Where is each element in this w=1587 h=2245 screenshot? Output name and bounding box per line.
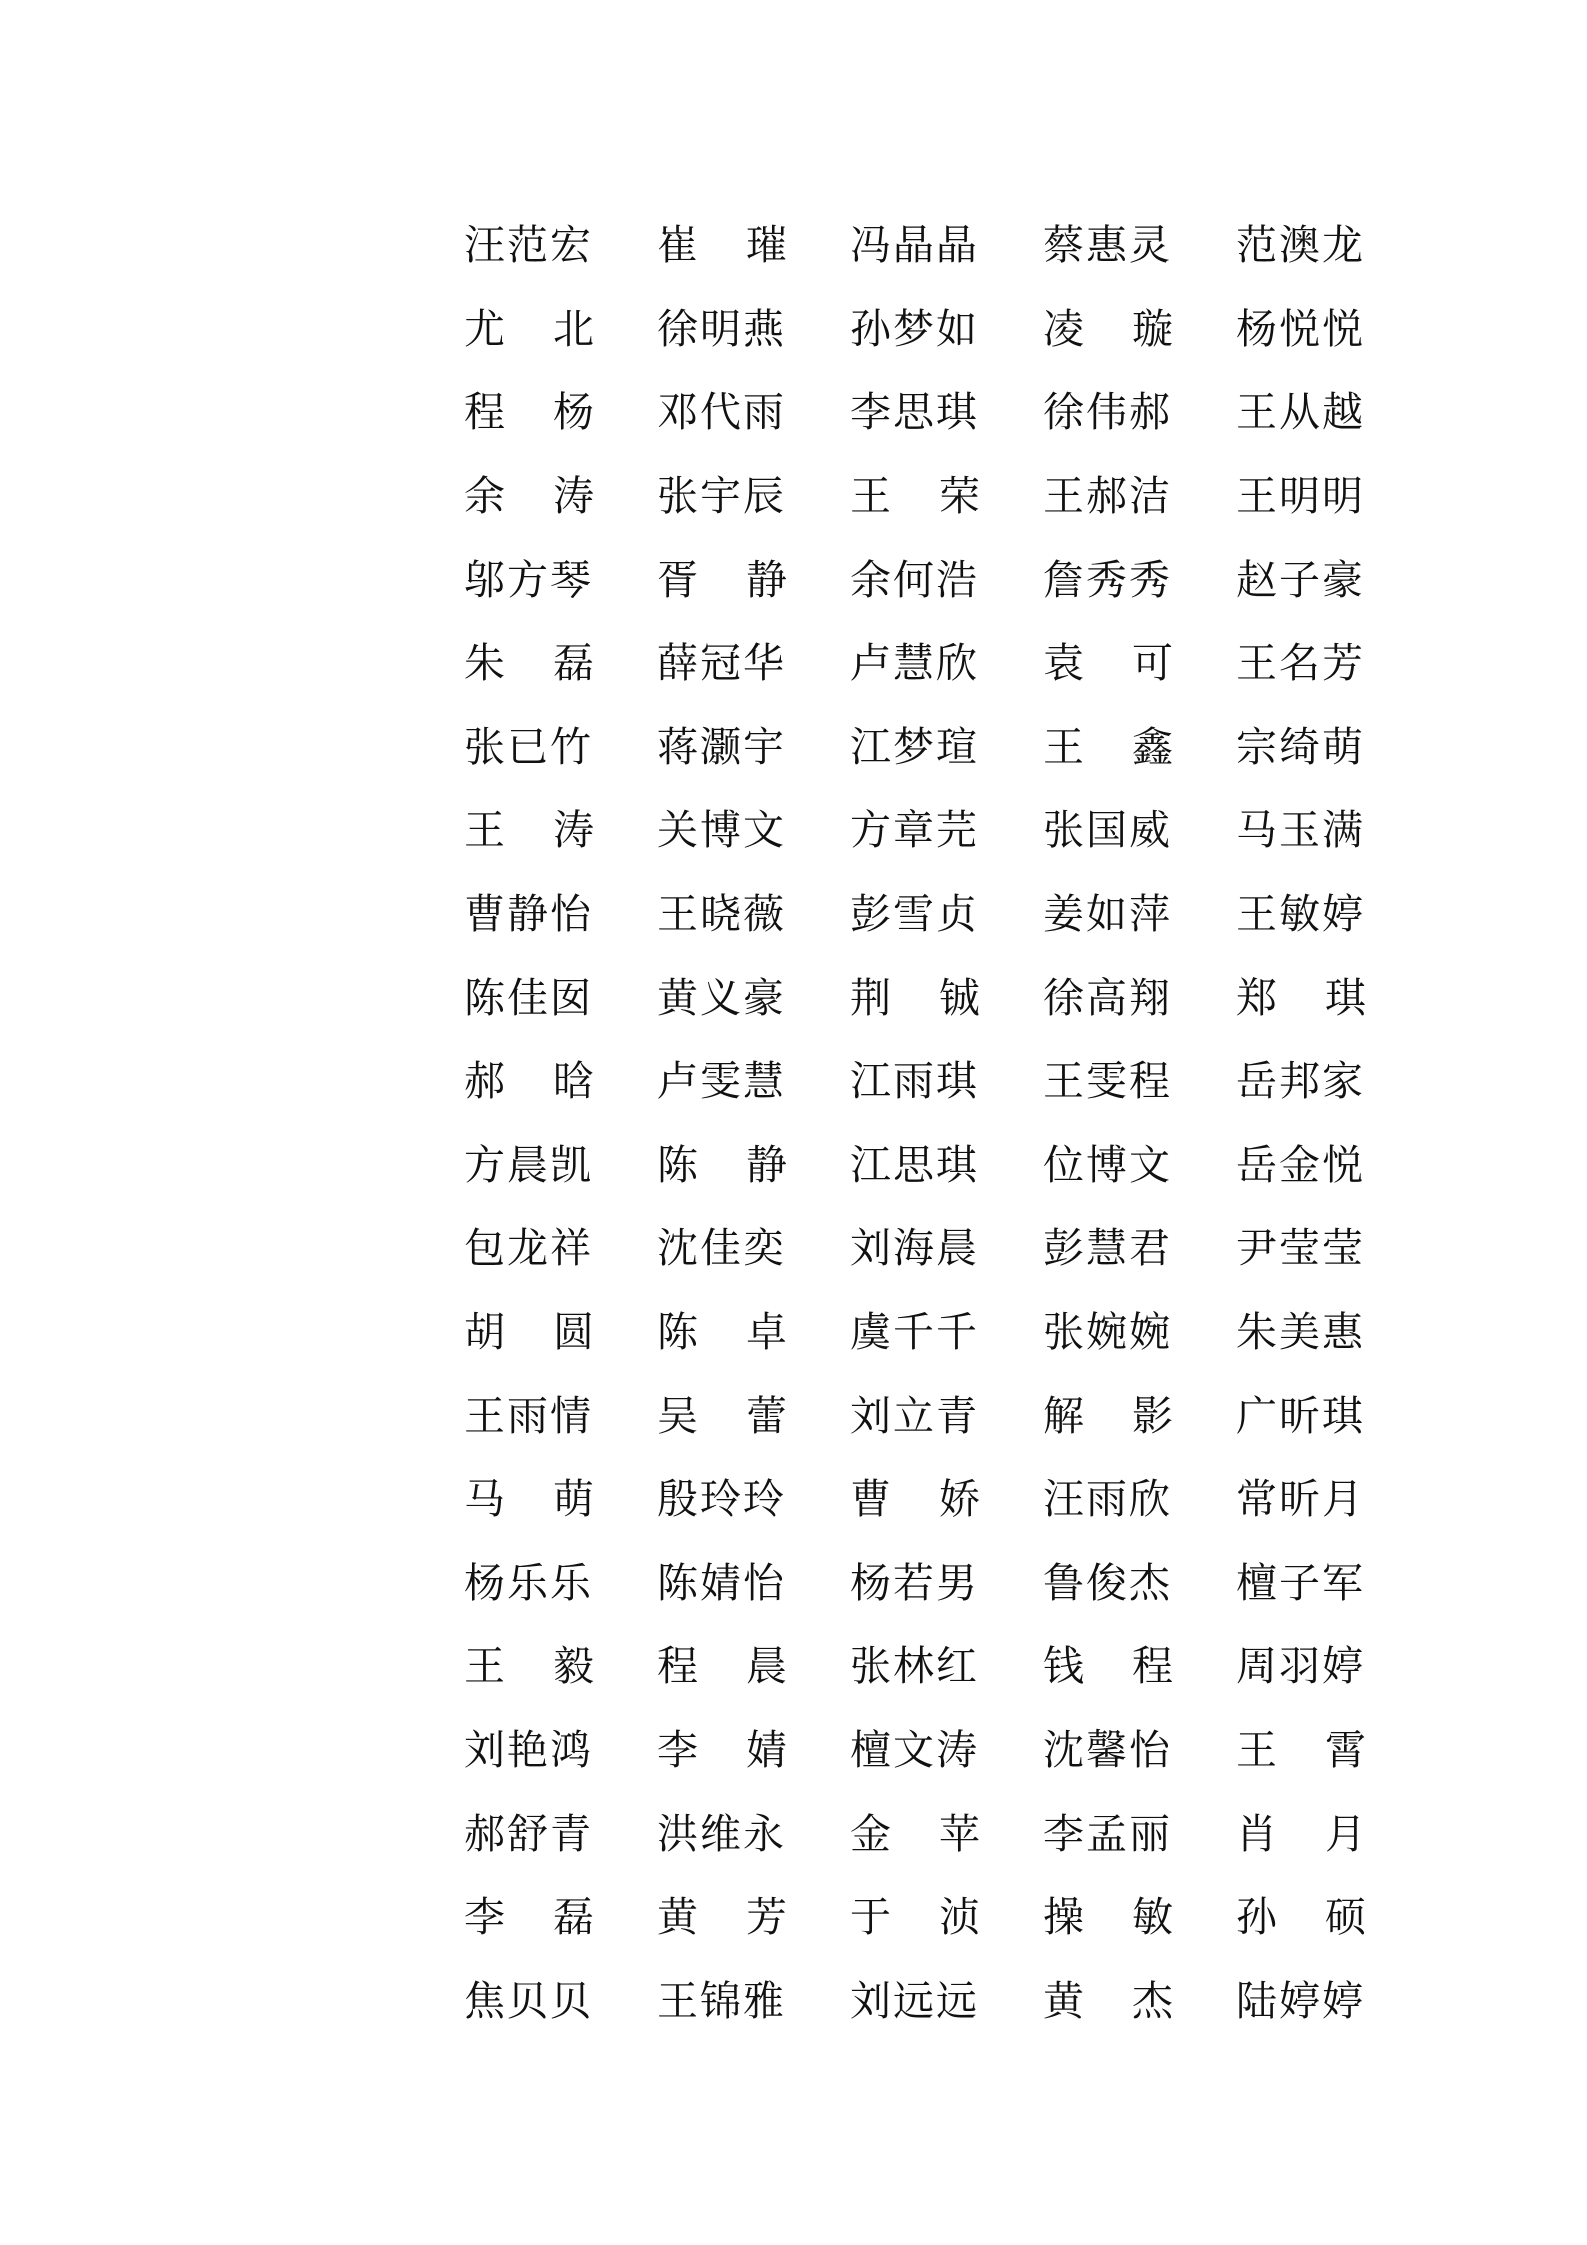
name-entry: 李思琪 xyxy=(850,388,979,437)
name-entry: 关博文 xyxy=(657,806,786,855)
name-entry: 岳邦家 xyxy=(1236,1057,1365,1106)
name-entry: 尹莹莹 xyxy=(1236,1224,1365,1273)
name-entry: 余 涛 xyxy=(464,472,594,521)
name-entry: 江思琪 xyxy=(850,1140,979,1189)
name-entry: 黄 杰 xyxy=(1043,1976,1173,2025)
name-entry: 王晓薇 xyxy=(657,890,786,939)
name-entry: 彭慧君 xyxy=(1043,1224,1172,1273)
name-entry: 宗绮萌 xyxy=(1236,722,1365,771)
name-entry: 陈婧怡 xyxy=(657,1558,786,1607)
name-entry: 方章芫 xyxy=(850,806,979,855)
name-entry: 刘远远 xyxy=(850,1976,979,2025)
name-entry: 郑 琪 xyxy=(1236,973,1366,1022)
name-entry: 金 苹 xyxy=(850,1809,980,1858)
name-entry: 位博文 xyxy=(1043,1140,1172,1189)
name-entry: 胡 圆 xyxy=(464,1308,594,1357)
name-entry: 吴 蕾 xyxy=(657,1391,787,1440)
name-entry: 钱 程 xyxy=(1043,1642,1173,1691)
name-entry: 江雨琪 xyxy=(850,1057,979,1106)
name-entry: 张国威 xyxy=(1043,806,1172,855)
name-entry: 朱 磊 xyxy=(464,639,594,688)
name-entry: 李 磊 xyxy=(464,1893,594,1942)
name-entry: 黄义豪 xyxy=(657,973,786,1022)
name-entry: 李 婧 xyxy=(657,1725,787,1774)
name-entry: 尤 北 xyxy=(464,304,594,353)
name-entry: 杨乐乐 xyxy=(464,1558,593,1607)
name-entry: 广昕琪 xyxy=(1236,1391,1365,1440)
name-entry: 王从越 xyxy=(1236,388,1365,437)
name-entry: 洪维永 xyxy=(657,1809,786,1858)
name-entry: 崔 璀 xyxy=(657,221,787,270)
name-entry: 王 毅 xyxy=(464,1642,594,1691)
name-entry: 邓代雨 xyxy=(657,388,786,437)
name-entry: 蔡惠灵 xyxy=(1043,221,1172,270)
name-entry: 杨悦悦 xyxy=(1236,304,1365,353)
name-entry: 荆 铖 xyxy=(850,973,980,1022)
name-entry: 刘海晨 xyxy=(850,1224,979,1273)
name-entry: 殷玲玲 xyxy=(657,1475,786,1524)
name-entry: 曹静怡 xyxy=(464,890,593,939)
name-entry: 檀文涛 xyxy=(850,1725,979,1774)
name-entry: 刘立青 xyxy=(850,1391,979,1440)
name-entry: 卢慧欣 xyxy=(850,639,979,688)
name-entry: 朱美惠 xyxy=(1236,1308,1365,1357)
name-entry: 郝 晗 xyxy=(464,1057,594,1106)
name-entry: 王名芳 xyxy=(1236,639,1365,688)
name-entry: 包龙祥 xyxy=(464,1224,593,1273)
name-entry: 姜如萍 xyxy=(1043,890,1172,939)
name-entry: 程 晨 xyxy=(657,1642,787,1691)
name-entry: 徐明燕 xyxy=(657,304,786,353)
name-entry: 陈 卓 xyxy=(657,1308,787,1357)
name-entry: 肖 月 xyxy=(1236,1809,1366,1858)
name-entry: 刘艳鸿 xyxy=(464,1725,593,1774)
name-entry: 张宇辰 xyxy=(657,472,786,521)
name-list xyxy=(464,204,1429,2043)
name-entry: 陆婷婷 xyxy=(1236,1976,1365,2025)
name-entry: 沈佳奕 xyxy=(657,1224,786,1273)
name-entry: 徐伟郝 xyxy=(1043,388,1172,437)
name-entry: 袁 可 xyxy=(1043,639,1173,688)
name-entry: 孙 硕 xyxy=(1236,1893,1366,1942)
name-entry: 汪范宏 xyxy=(464,221,593,270)
name-entry: 王锦雅 xyxy=(657,1976,786,2025)
name-entry: 解 影 xyxy=(1043,1391,1173,1440)
name-entry: 凌 璇 xyxy=(1043,304,1173,353)
name-entry: 冯晶晶 xyxy=(850,221,979,270)
name-entry: 王敏婷 xyxy=(1236,890,1365,939)
name-entry: 王明明 xyxy=(1236,472,1365,521)
name-entry: 王雨情 xyxy=(464,1391,593,1440)
name-entry: 操 敏 xyxy=(1043,1893,1173,1942)
name-entry: 杨若男 xyxy=(850,1558,979,1607)
name-entry: 赵子豪 xyxy=(1236,555,1365,604)
name-entry: 徐高翔 xyxy=(1043,973,1172,1022)
name-entry: 黄 芳 xyxy=(657,1893,787,1942)
name-entry: 范澳龙 xyxy=(1236,221,1365,270)
name-entry: 李孟丽 xyxy=(1043,1809,1172,1858)
name-entry: 薛冠华 xyxy=(657,639,786,688)
name-entry: 虞千千 xyxy=(850,1308,979,1357)
name-entry: 王郝洁 xyxy=(1043,472,1172,521)
name-entry: 程 杨 xyxy=(464,388,594,437)
name-entry: 张婉婉 xyxy=(1043,1308,1172,1357)
name-entry: 胥 静 xyxy=(657,555,787,604)
name-entry: 沈馨怡 xyxy=(1043,1725,1172,1774)
name-entry: 陈 静 xyxy=(657,1140,787,1189)
name-entry: 岳金悦 xyxy=(1236,1140,1365,1189)
name-entry: 汪雨欣 xyxy=(1043,1475,1172,1524)
name-entry: 马玉满 xyxy=(1236,806,1365,855)
name-entry: 邬方琴 xyxy=(464,555,593,604)
name-entry: 方晨凯 xyxy=(464,1140,593,1189)
name-entry: 檀子军 xyxy=(1236,1558,1365,1607)
name-entry: 王 鑫 xyxy=(1043,722,1173,771)
name-entry: 于 浈 xyxy=(850,1893,980,1942)
name-entry: 王 荣 xyxy=(850,472,980,521)
name-entry: 陈佳囡 xyxy=(464,973,593,1022)
name-entry: 孙梦如 xyxy=(850,304,979,353)
name-entry: 张林红 xyxy=(850,1642,979,1691)
name-entry: 鲁俊杰 xyxy=(1043,1558,1172,1607)
name-entry: 焦贝贝 xyxy=(464,1976,593,2025)
name-entry: 蒋灏宇 xyxy=(657,722,786,771)
name-entry: 郝舒青 xyxy=(464,1809,593,1858)
name-entry: 周羽婷 xyxy=(1236,1642,1365,1691)
name-entry: 马 萌 xyxy=(464,1475,594,1524)
name-entry: 王 霄 xyxy=(1236,1725,1366,1774)
name-entry: 王雯程 xyxy=(1043,1057,1172,1106)
name-entry: 江梦瑄 xyxy=(850,722,979,771)
name-entry: 常昕月 xyxy=(1236,1475,1365,1524)
name-entry: 詹秀秀 xyxy=(1043,555,1172,604)
name-entry: 王 涛 xyxy=(464,806,594,855)
name-entry: 余何浩 xyxy=(850,555,979,604)
name-entry: 卢雯慧 xyxy=(657,1057,786,1106)
name-entry: 彭雪贞 xyxy=(850,890,979,939)
name-entry: 曹 娇 xyxy=(850,1475,980,1524)
name-entry: 张已竹 xyxy=(464,722,593,771)
